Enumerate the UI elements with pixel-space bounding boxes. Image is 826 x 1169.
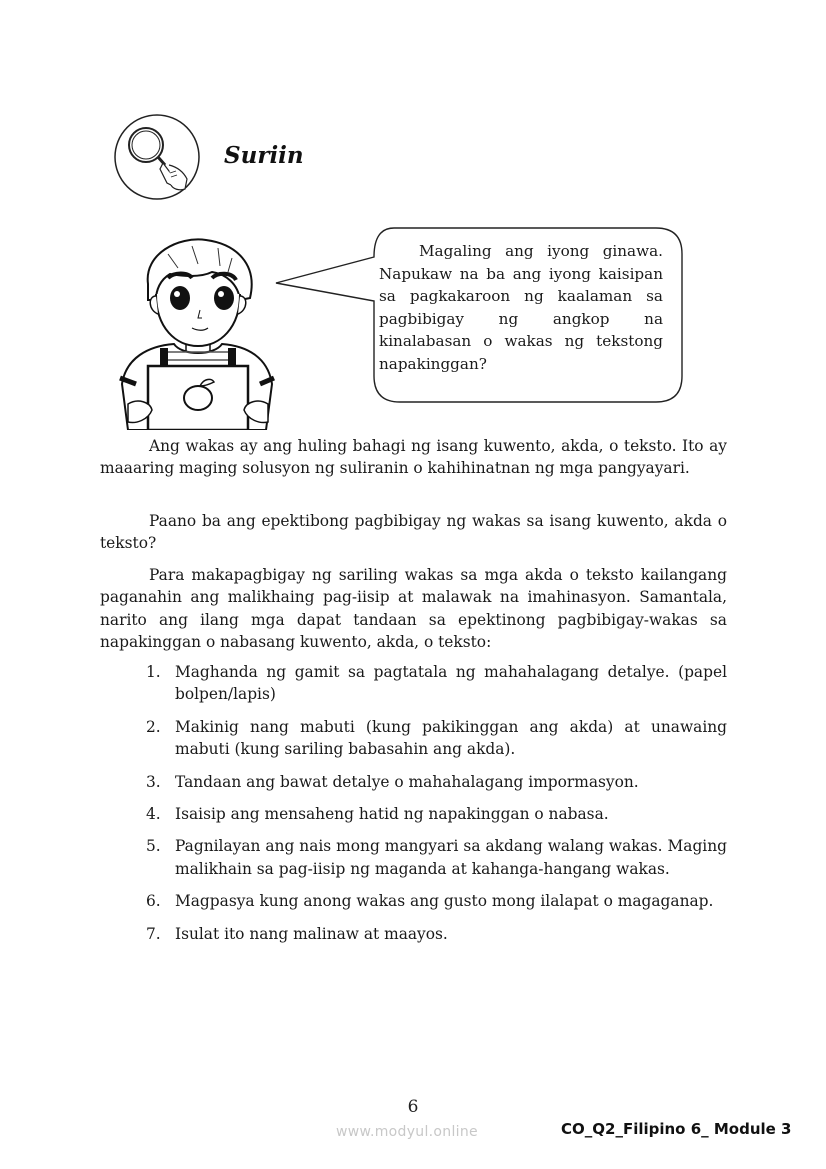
paragraph-definition: [100, 435, 727, 480]
item-number: 5.: [146, 837, 161, 856]
list-item: [146, 771, 727, 793]
item-text: Magpasya kung anong wakas ang gusto mong ilalapat o magaganap.: [175, 892, 714, 911]
module-label: CO_Q2_Filipino 6_ Module 3: [561, 1120, 792, 1138]
page-number: 6: [407, 1097, 419, 1117]
item-text: Maghanda ng gamit sa pagtatala ng mahahalagang detalye. (papel bolpen/lapis): [175, 663, 727, 704]
paragraph-text: Para makapagbigay ng sariling wakas sa mga akda o teksto kailangang paganahin ang malikhaing pag-iisip at malawak na imahinasyon. Samantala, narito ang ilang mga dapat tandaan sa epektinong pagbibigay-wakas sa napakinggan o nabasang kuwento, akda, o teksto:: [100, 566, 727, 652]
list-item: [146, 835, 727, 880]
item-text: Makinig nang mabuti (kung pakikinggan ang akda) at unawaing mabuti (kung sariling babasahin ang akda).: [175, 717, 727, 759]
list-item: [146, 716, 727, 761]
item-number: 6.: [146, 892, 161, 911]
speech-bubble-content: Magaling ang iyong ginawa. Napukaw na ba ang iyong kaisipan sa pagkakaroon ng kaalaman sa pagbibigay ng angkop na kinalabasan o wakas ng tekstong napakinggan?: [379, 242, 663, 373]
item-number: 3.: [146, 772, 161, 791]
item-number: 7.: [146, 924, 161, 943]
list-item: [146, 803, 727, 825]
paragraph-question: [100, 510, 727, 555]
steps-list: [146, 661, 727, 955]
item-text: Isaisip ang mensaheng hatid ng napakinggan o nabasa.: [175, 805, 609, 824]
item-number: 1.: [146, 663, 161, 681]
paragraph-text: Ang wakas ay ang huling bahagi ng isang kuwento, akda, o teksto. Ito ay maaaring maging solusyon ng suliranin o kahihinatnan ng mga pangyayari.: [100, 437, 727, 478]
item-number: 2.: [146, 717, 161, 736]
list-item: [146, 890, 727, 912]
boy-illustration: [108, 234, 278, 430]
watermark: www.modyul.online: [336, 1124, 478, 1140]
item-text: Pagnilayan ang nais mong mangyari sa akdang walang wakas. Maging malikhain sa pag-iisip ng maganda at kahanga-hangang wakas.: [175, 837, 727, 878]
section-title: Suriin: [224, 142, 304, 169]
item-text: Isulat ito nang malinaw at maayos.: [175, 924, 448, 943]
list-item: [146, 661, 727, 706]
item-number: 4.: [146, 805, 161, 824]
paragraph-text: Paano ba ang epektibong pagbibigay ng wakas sa isang kuwento, akda o teksto?: [100, 512, 727, 553]
magnifying-glass-icon: [113, 113, 201, 201]
list-item: [146, 923, 727, 945]
paragraph-instructions: [100, 564, 727, 654]
speech-bubble-text: [379, 240, 663, 376]
item-text: Tandaan ang bawat detalye o mahahalagang impormasyon.: [175, 772, 639, 791]
